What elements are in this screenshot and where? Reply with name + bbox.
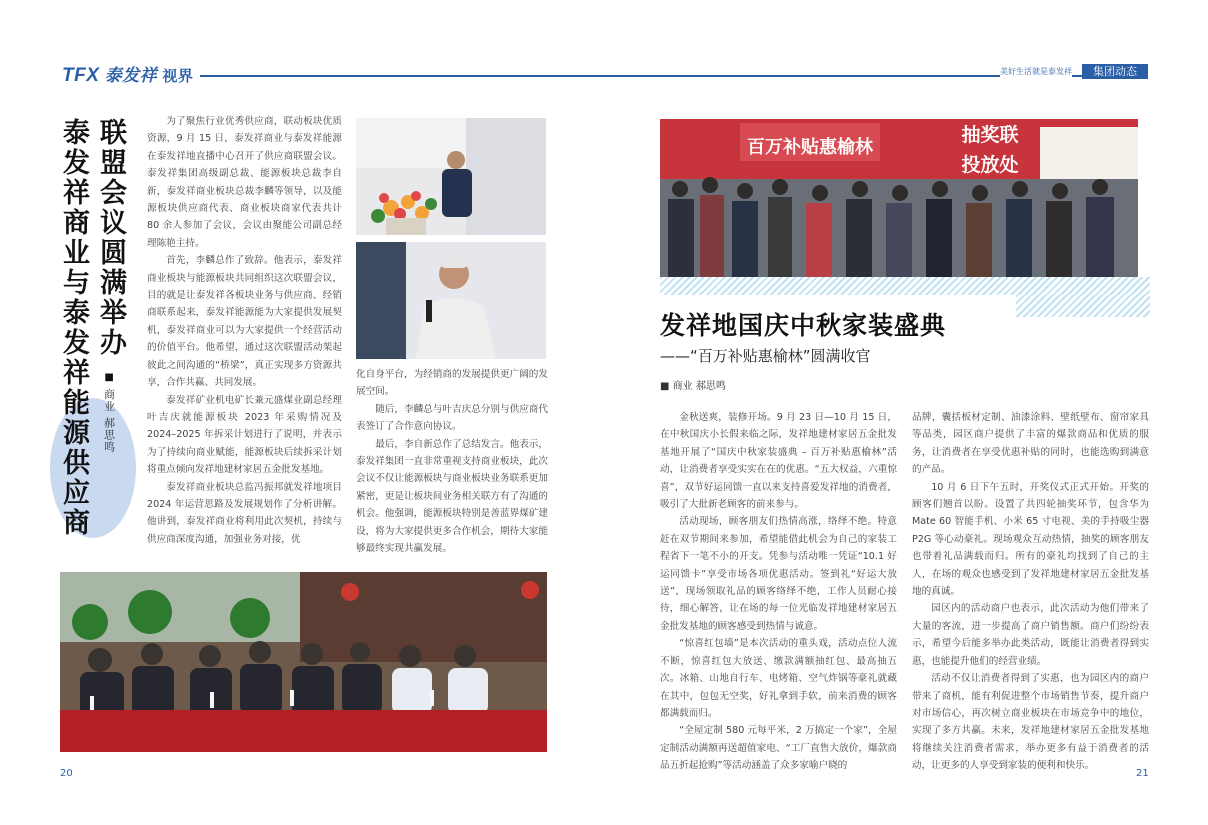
logo-name: 泰发祥 bbox=[104, 66, 158, 85]
right-article-title: 发祥地国庆中秋家装盛典 bbox=[660, 311, 947, 340]
left-byline bbox=[103, 372, 115, 453]
byline-marker: ■ bbox=[660, 381, 670, 392]
byline-text: 商业 郝思鸣 bbox=[102, 388, 116, 453]
right-byline bbox=[660, 377, 726, 392]
photo-speaker-flowers bbox=[356, 118, 546, 235]
paragraph: 活动现场，顾客朋友们热情高涨，络绎不绝。特意赶在双节期间来参加，希望能借此机会为自己的家装工程省下一笔不小的开支。凭参与活动唯一凭证“10.1 好运同馈卡”享受市场各项优惠活动。签到礼“好运大放送”，现场领取礼品的顾客络绎不绝，工作人员耐心接待，细心解答，让在场的每一位光临发祥地建材家居五金批发基地的顾客感受到热情与诚意。 bbox=[660, 516, 897, 632]
page-number-left: 20 bbox=[60, 768, 73, 779]
right-article-subtitle: ——“百万补贴惠榆林”圆满收官 bbox=[660, 347, 871, 365]
paragraph: 10 月 6 日下午五时，开奖仪式正式开始。开奖的顾客们翘首以盼。设置了共四轮抽奖环节，包含华为 Mate 60 智能手机、小米 65 寸电视、美的手持吸尘器 P2G 等心动豪礼。现场观众互动热情，抽奖的顾客朋友也带着礼品满载而归。所有的豪礼均找到了自己的主人，在场的观众也感受到了发祥地建材家居五金批发基地的真诚。 bbox=[912, 481, 1149, 598]
logo-suffix: 视界 bbox=[162, 68, 194, 85]
paragraph: 园区内的活动商户也表示，此次活动为他们带来了大量的客流，进一步提高了商户销售额。商户们纷纷表示，希望今后能多举办此类活动，既能让消费者得到实惠，也能提升他们的经营业绩。 bbox=[912, 603, 1149, 667]
photo-meeting-audience bbox=[60, 572, 547, 752]
paragraph: “全屋定制 580 元每平米，2 万搞定一个家”，全屋定制活动满额再送超值家电、“工厂直售大放价，爆款商品五折起抢购”等活动涵盖了众多家喻户晓的 bbox=[660, 725, 897, 772]
paragraph: 泰发祥商业板块总监冯振邦就发祥地项目 2024 年运营思路及发展规划作了分析讲解。他讲到，泰发祥商业将利用此次契机，持续与供应商深度沟通，加强业务对接，优 bbox=[147, 481, 342, 545]
slogan: 美好生活就是泰发祥 bbox=[1000, 67, 1072, 76]
right-article-col2 bbox=[912, 409, 1149, 775]
banner-text-bubu: 百万补贴惠榆林 bbox=[747, 137, 873, 158]
section-tag: 集团动态 bbox=[1082, 64, 1148, 79]
banner-text-toufang: 投放处 bbox=[961, 154, 1019, 176]
paragraph: 活动不仅让消费者得到了实惠，也为园区内的商户带来了商机，能有利促进整个市场销售节奏，提升商户对市场信心，再次树立商业板块在市场竞争中的地位，实现了多方共赢。未来，发祥地建材家居五金批发基地将继续关注消费者需求，举办更多有益于消费者的活动，让更多的人享受到家装的便利和快乐。 bbox=[912, 673, 1149, 772]
paragraph: 泰发祥矿业机电矿长兼元盛煤业副总经理叶吉庆就能源板块 2023 年采购情况及 2024–2025 年拆采计划进行了说明，并表示为了持续向商业赋能，能源板块后续拆采计划将重点倾向发祥地建材家居五金批发基地。 bbox=[147, 394, 342, 476]
byline-marker: ■ bbox=[103, 372, 115, 384]
left-title-line2: 泰发祥商业与泰发祥能源供应商 bbox=[58, 118, 89, 538]
left-title-line1: 联盟会议圆满举办 bbox=[95, 118, 126, 358]
paragraph: 金秋送爽，装修开场。9 月 23 日—10 月 15 日，在中秋国庆小长假来临之际，发祥地建材家居五金批发基地开展了“国庆中秋家装盛典 – 百万补贴惠榆林”活动，让消费者享受实实在在的优惠。“五大权益，六重惊喜”，双节好运同馈一直以来支持喜爱发祥地的消费者，吸引了大批新老顾客的前来参与。 bbox=[660, 412, 897, 511]
left-article-col1 bbox=[147, 113, 342, 548]
logo-tfx: TFX bbox=[62, 65, 100, 86]
paragraph: 化自身平台，为经销商的发展提供更广阔的发展空间。 bbox=[356, 369, 548, 398]
decorative-hatch-tail bbox=[1016, 295, 1150, 317]
paragraph: 为了聚焦行业优秀供应商，联动板块优质资源，9 月 15 日，泰发祥商业与泰发祥能源在泰发祥地直播中心召开了供应商联盟会议。泰发祥集团高级副总裁、能源板块总裁李自新，泰发祥商业板块总裁李麟等领导，以及能源板块供应商代表、商业板块商家代表共计 80 余人参加了会议，会议由聚能公司副总经理陈艳主持。 bbox=[147, 116, 342, 249]
paragraph: 首先，李麟总作了致辞。他表示，泰发祥商业板块与能源板块共同组织这次联盟会议，目的就是让泰发祥各板块业务与供应商、经销商联系起来，泰发祥能源能为大家提供发展契机，泰发祥商业可以为大家提供一个经营活动的价值平台。他希望，通过这次联盟活动架起彼此之间沟通的“桥梁”，真正实现多方资源共享，合作共赢、共同发展。 bbox=[147, 255, 342, 389]
magazine-logo bbox=[62, 61, 193, 87]
left-article-col2 bbox=[356, 366, 548, 557]
right-article-col1 bbox=[660, 409, 897, 775]
photo-speaker-portrait bbox=[356, 242, 546, 359]
byline-text: 商业 郝思鸣 bbox=[672, 381, 726, 392]
photo-event-crowd bbox=[660, 119, 1138, 277]
page-number-right: 21 bbox=[1136, 768, 1149, 779]
paragraph: “惊喜红包墙”是本次活动的重头戏，活动点位人流不断，惊喜红包大放送、缴款满额抽红包、最高抽五次。冰箱、山地自行车、电烤箱、空气炸锅等豪礼就藏在其中，包包无空奖，好礼拿到手软，前来消费的顾客都满载而归。 bbox=[660, 638, 897, 719]
header-rule-left bbox=[200, 75, 1000, 77]
decorative-hatch-stripe bbox=[660, 277, 1150, 295]
paragraph: 品牌，囊括板材定制、油漆涂料、壁纸壁布、窗帘家具等品类，园区商户提供了丰富的爆款商品和优质的服务，让消费者在享受优惠补贴的同时，也能选购到满意的产品。 bbox=[912, 412, 1149, 476]
banner-text-choujiang: 抽奖联 bbox=[961, 124, 1019, 146]
paragraph: 随后，李麟总与叶吉庆总分别与供应商代表签订了合作意向协议。 bbox=[356, 403, 548, 433]
paragraph: 最后，李自新总作了总结发言。他表示，泰发祥集团一直非常重视支持商业板块，此次会议不仅让能源板块与商业板块业务联系更加紧密，更是让板块间业务相关联方有了沟通的机会。他强调，能源板块特别是善蓝界煤矿建设，将为大家提供更多合作机会，期待大家能够最终实现共赢发展。 bbox=[356, 438, 548, 555]
